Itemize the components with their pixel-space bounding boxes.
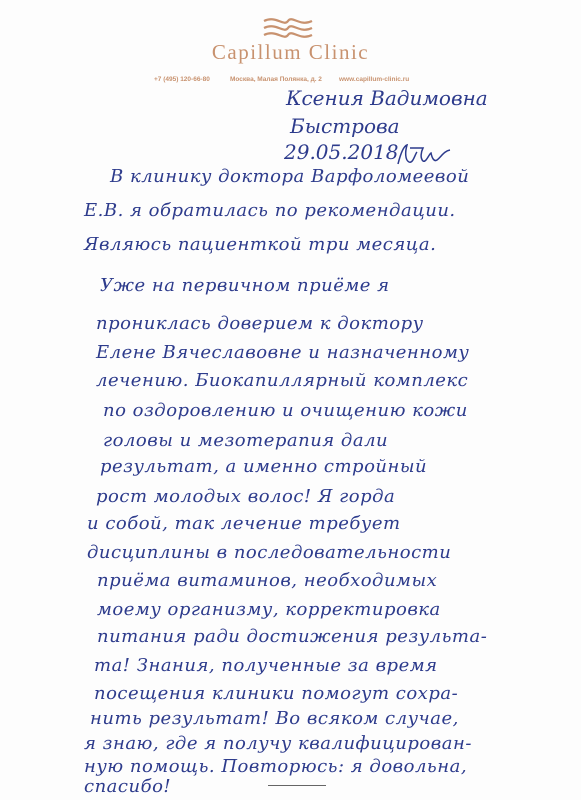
letter-line: Е.В. я обратилась по рекомендации. [84,200,456,221]
letter-date: 29.05.2018 [284,140,399,164]
author-surname: Быстрова [290,114,400,138]
author-name: Ксения Вадимовна [286,86,488,110]
letter-line: ную помощь. Повторюсь: я довольна, [84,756,468,777]
clinic-address: Москва, Малая Полянка, д. 2 [230,76,322,83]
letter-line: питания ради достижения результа- [97,626,488,647]
clinic-website: www.capillum-clinic.ru [339,76,410,83]
letter-line: та! Знания, полученные за время [94,655,438,676]
letter-line: лечению. Биокапиллярный комплекс [96,370,469,391]
letter-line: нить результат! Во всяком случае, [90,708,459,729]
letter-line: по оздоровлению и очищению кожи [103,400,468,421]
signature-icon [395,142,453,168]
letter-line: Елене Вячеславовне и назначенному [96,342,470,363]
logo-icon [262,16,314,40]
letter-line: я знаю, где я получу квалифицирован- [84,733,472,754]
letter-line: Являюсь пациенткой три месяца. [84,234,437,255]
letter-line: дисциплины в последовательности [87,542,452,563]
clinic-logo-text: Capillum Clinic [211,40,370,64]
letter-line: В клинику доктора Варфоломеевой [110,166,470,187]
letter-line: головы и мезотерапия дали [103,430,389,451]
signature-underline [268,785,326,786]
letter-line: и собой, так лечение требует [87,513,401,534]
letter-line: Уже на первичном приёме я [100,275,390,296]
letter-line: прониклась доверием к доктору [96,313,424,334]
letter-line: приёма витаминов, необходимых [97,570,438,591]
letter-line: моему организму, корректировка [97,599,441,620]
letter-line: посещения клиники помогут сохра- [94,683,459,704]
letter-line: рост молодых волос! Я горда [96,486,396,507]
letter-line: результат, а именно стройный [100,456,428,477]
clinic-phone: +7 (495) 120-66-80 [154,76,210,83]
letter-line: спасибо! [84,776,172,797]
